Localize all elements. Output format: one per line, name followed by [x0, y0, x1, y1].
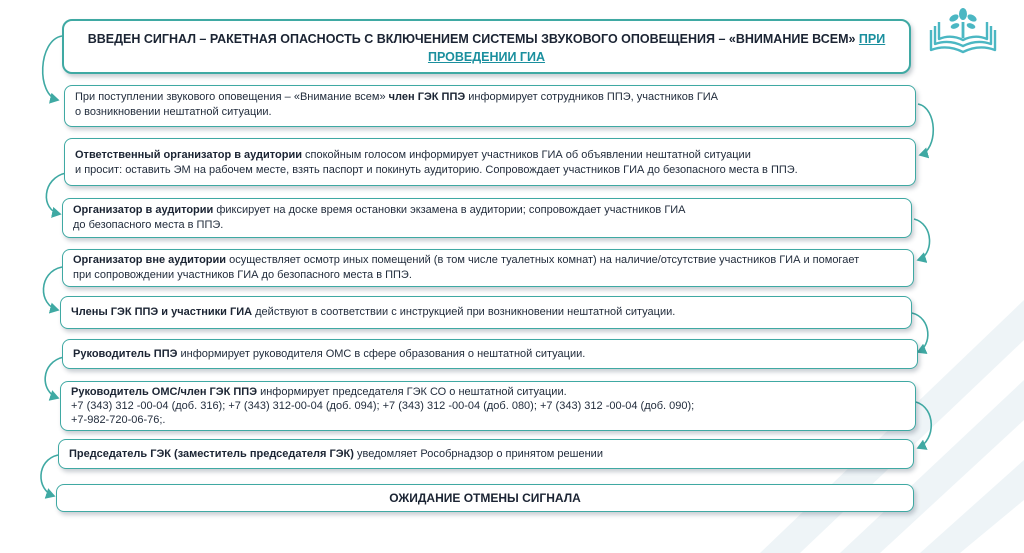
final-box — [56, 484, 914, 512]
step-box-7 — [60, 381, 916, 431]
step-3-role: Организатор в аудитории — [73, 204, 214, 216]
step-7-text: информирует председателя ГЭК СО о нештатной ситуации. — [257, 386, 567, 398]
step-7-role: Руководитель ОМС/член ГЭК ППЭ — [71, 386, 258, 398]
step-1-pre: При поступлении звукового оповещения – «Внимание всем» — [75, 91, 389, 103]
step-1-role: член ГЭК ППЭ — [388, 91, 466, 103]
title-link[interactable]: ПРИ ПРОВЕДЕНИИ ГИА — [427, 32, 886, 64]
step-7-phones: +7 (343) 312 -00-04 (доб. 316); +7 (343) 312-00-04 (доб. 094); +7 (343) 312 -00-04 (доб. 080); +7 (343) 312 -00-04 (доб. 090); — [71, 400, 695, 412]
step-box-4 — [62, 249, 914, 287]
step-2-text: спокойным голосом информирует участников ГИА об объявлении нештатной ситуации — [301, 149, 751, 161]
step-8-role: Председатель ГЭК (заместитель председателя ГЭК) — [69, 448, 354, 460]
title-box — [62, 19, 911, 74]
step-5-role: Члены ГЭК ППЭ и участники ГИА — [71, 306, 253, 318]
step-1-line2: о возникновении нештатной ситуации. — [75, 106, 272, 118]
step-6-text: информирует руководителя ОМС в сфере образования о нештатной ситуации. — [177, 348, 586, 360]
step-box-6 — [62, 339, 918, 369]
step-4-line2: при сопровождении участников ГИА до безопасного места в ППЭ. — [73, 269, 412, 281]
step-7-mobile: +7-982-720-06-76;. — [71, 414, 166, 426]
final-text: ОЖИДАНИЕ ОТМЕНЫ СИГНАЛА — [389, 491, 581, 505]
step-6-role: Руководитель ППЭ — [73, 348, 178, 360]
step-3-line2: до безопасного места в ППЭ. — [73, 219, 224, 231]
step-4-text: осуществляет осмотр иных помещений (в том числе туалетных комнат) на наличие/отсутствие участников ГИА и помогает — [226, 254, 860, 266]
step-box-5 — [60, 296, 912, 329]
step-2-line2: и просит: оставить ЭМ на рабочем месте, взять паспорт и покинуть аудиторию. Сопровождает участников ГИА до безопасного места в ППЭ. — [75, 164, 798, 176]
step-box-2 — [64, 138, 916, 186]
step-5-text: действуют в соответствии с инструкцией при возникновении нештатной ситуации. — [252, 306, 676, 318]
step-3-text: фиксирует на доске время остановки экзамена в аудитории; сопровождает участников ГИА — [213, 204, 686, 216]
step-box-3 — [62, 198, 912, 238]
step-4-role: Организатор вне аудитории — [73, 254, 227, 266]
step-2-role: Ответственный организатор в аудитории — [75, 149, 302, 161]
step-box-8 — [58, 439, 914, 469]
open-book-with-tree-icon — [925, 8, 1001, 58]
step-1-text: информирует сотрудников ППЭ, участников ГИА — [465, 91, 719, 103]
title-text: ВВЕДЕН СИГНАЛ – РАКЕТНАЯ ОПАСНОСТЬ С ВКЛЮЧЕНИЕМ СИСТЕМЫ ЗВУКОВОГО ОПОВЕЩЕНИЯ – «ВНИМАНИЕ ВСЕМ» — [87, 32, 859, 46]
step-8-text: уведомляет Рособрнадзор о принятом решении — [353, 448, 603, 460]
step-box-1 — [64, 85, 916, 127]
